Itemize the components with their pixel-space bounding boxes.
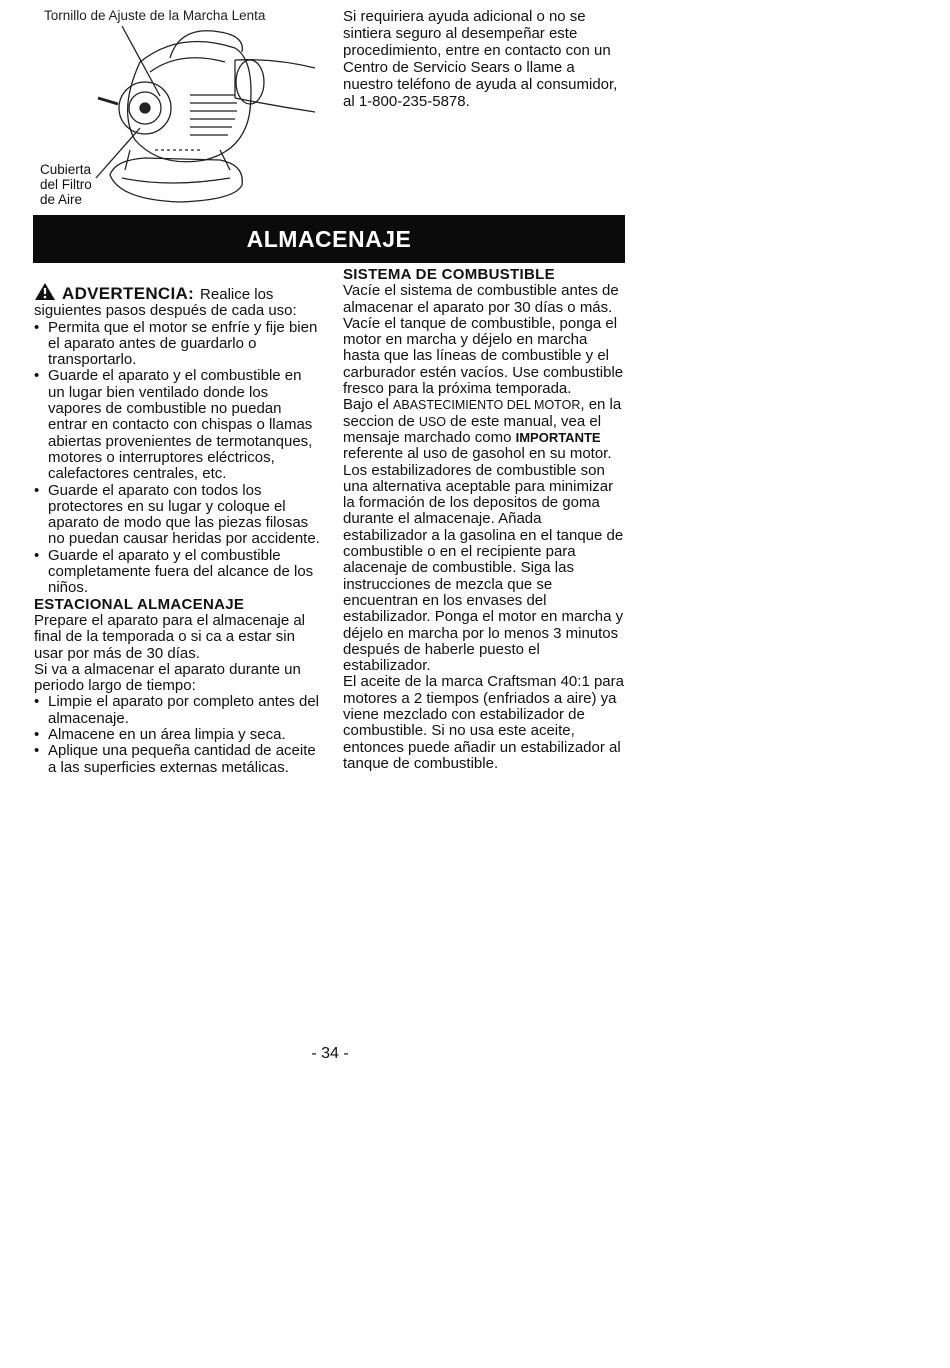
fuel-system-heading: SISTEMA DE COMBUSTIBLE bbox=[343, 266, 555, 283]
fuel-ref-section: USO bbox=[418, 414, 446, 429]
warning-paragraph bbox=[34, 280, 322, 320]
seasonal-paragraph: Si va a almacenar el aparato durante un periodo largo de tiempo: bbox=[34, 660, 301, 695]
list-item: • Guarde el aparato y el combustible en un lugar bien ventilado donde los vapores de combustible no puedan entrar en contacto con chispas o llamas abiertas provenientes de termotanques, motores o interruptores eléctricos, calefactores centrales, etc. bbox=[34, 368, 322, 482]
list-item: • Limpie el aparato por completo antes del almacenaje. bbox=[34, 694, 322, 727]
fuel-ref-text: Bajo el bbox=[343, 396, 394, 414]
fuel-paragraph: Vacíe el sistema de combustible antes de almacenar el aparato por 30 días o más. Vacíe el tanque de combustible, ponga el motor en marcha y déjelo en marcha hasta que las líneas de combustible y el carburador estén vacíos. Use combustible fresco para la próxima temporada. bbox=[343, 282, 624, 398]
seasonal-paragraph: Prepare el aparato para el almacenaje al final de la temporada o si ca a estar sin usar por más de 30 días. bbox=[34, 611, 306, 662]
air-filter-cover-label-line: del Filtro bbox=[40, 177, 92, 192]
fuel-ref-text: de este manual, vea el mensaje marchado como bbox=[343, 412, 602, 446]
page-number: - 34 - bbox=[311, 1045, 349, 1062]
stabilizer-paragraph: Los estabilizadores de combustible son una alternativa aceptable para minimizar la formación de los depositos de goma durante el almacenaje. Añada estabilizador a la gasolina en el tanque de combustible o en el recipiente para alacenaje de combustible. Siga las instrucciones de mezcla que se encuentran en los envases del estabilizador. Ponga el motor en marcha y déjelo en marcha por lo menos 3 minutos después de haberle puesto el estabilizador. bbox=[343, 461, 624, 675]
seasonal-list bbox=[34, 694, 322, 775]
warning-list bbox=[34, 320, 322, 597]
warning-title: ADVERTENCIA: bbox=[62, 284, 195, 303]
fuel-ref-text: referente al uso de gasohol en su motor. bbox=[343, 445, 612, 463]
air-filter-cover-label bbox=[40, 162, 92, 207]
air-filter-cover-label-line: Cubierta bbox=[40, 162, 92, 177]
service-help-paragraph: Si requiriera ayuda adicional o no se sintiera seguro al desempeñar este procedimiento, entre en contacto con un Centro de Servicio Sears o llame a nuestro teléfono de ayuda al consumidor, al 1-800-235-5878. bbox=[343, 8, 618, 110]
fuel-ref-section: ABASTECIMIENTO DEL MOTOR bbox=[393, 398, 581, 413]
fuel-ref-text: , en la seccion de bbox=[343, 396, 622, 430]
craftsman-oil-paragraph: El aceite de la marca Craftsman 40:1 para motores a 2 tiempos (enfriados a aire) ya viene mezclado con estabilizador de combustible. Si no usa este aceite, entonces puede añadir un estabilizador al tanque de combustible. bbox=[343, 673, 624, 772]
list-item: • Aplique una pequeña cantidad de aceite a las superficies externas metálicas. bbox=[34, 743, 322, 776]
list-item: • Almacene en un área limpia y seca. bbox=[34, 727, 322, 743]
list-item: • Permita que el motor se enfríe y fije bien el aparato antes de guardarlo o transportarlo. bbox=[34, 320, 322, 369]
air-filter-cover-label-line: de Aire bbox=[40, 192, 83, 207]
warning-triangle-icon bbox=[34, 282, 56, 301]
seasonal-storage-heading: ESTACIONAL ALMACENAJE bbox=[34, 595, 245, 613]
left-column bbox=[34, 280, 322, 776]
right-column bbox=[343, 267, 628, 772]
important-label: IMPORTANTE bbox=[515, 429, 601, 445]
idle-speed-screw-label: Tornillo de Ajuste de la Marcha Lenta bbox=[44, 8, 266, 23]
section-banner: ALMACENAJE bbox=[33, 215, 625, 263]
warning-text: Realice los siguientes pasos después de cada uso: bbox=[34, 286, 297, 320]
list-item: • Guarde el aparato y el combustible completamente fuera del alcance de los niños. bbox=[34, 548, 322, 597]
list-item: • Guarde el aparato con todos los protectores en su lugar y coloque el aparato de modo que las piezas filosas no puedan causar heridas por accidente. bbox=[34, 483, 322, 548]
fuel-reference-paragraph bbox=[343, 397, 628, 462]
